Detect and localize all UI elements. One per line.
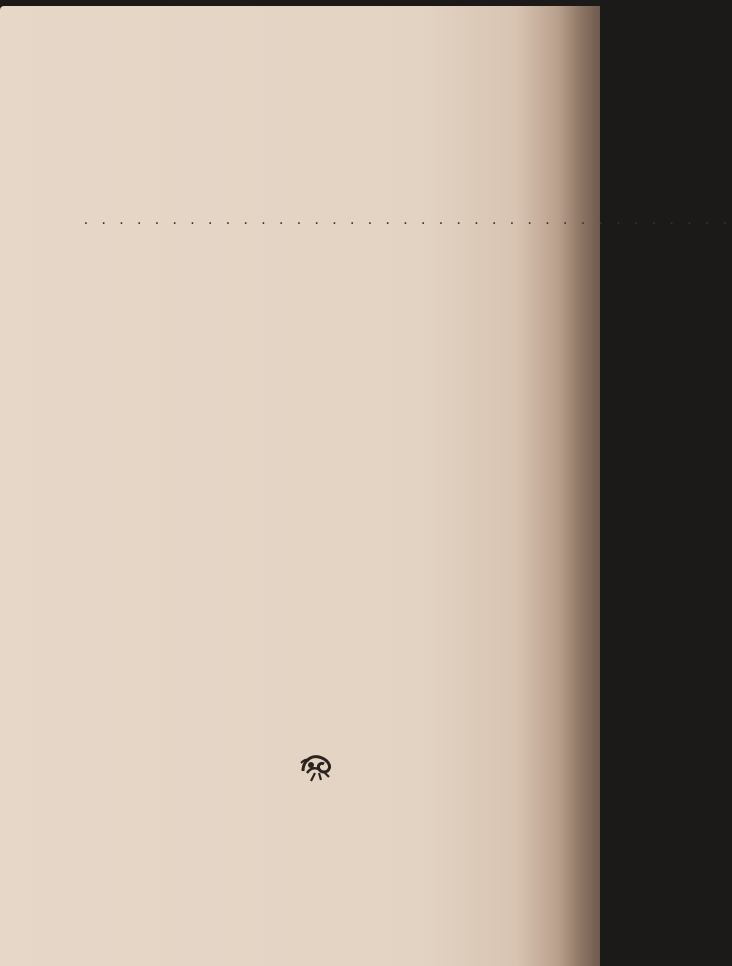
flower-vignette-icon xyxy=(297,749,337,783)
toc-entry-dedication: . . . . . . . . . . . . . . . . . . . . . . . . . . . . . . . . . . . . . xyxy=(84,211,732,228)
book-page xyxy=(0,6,732,966)
